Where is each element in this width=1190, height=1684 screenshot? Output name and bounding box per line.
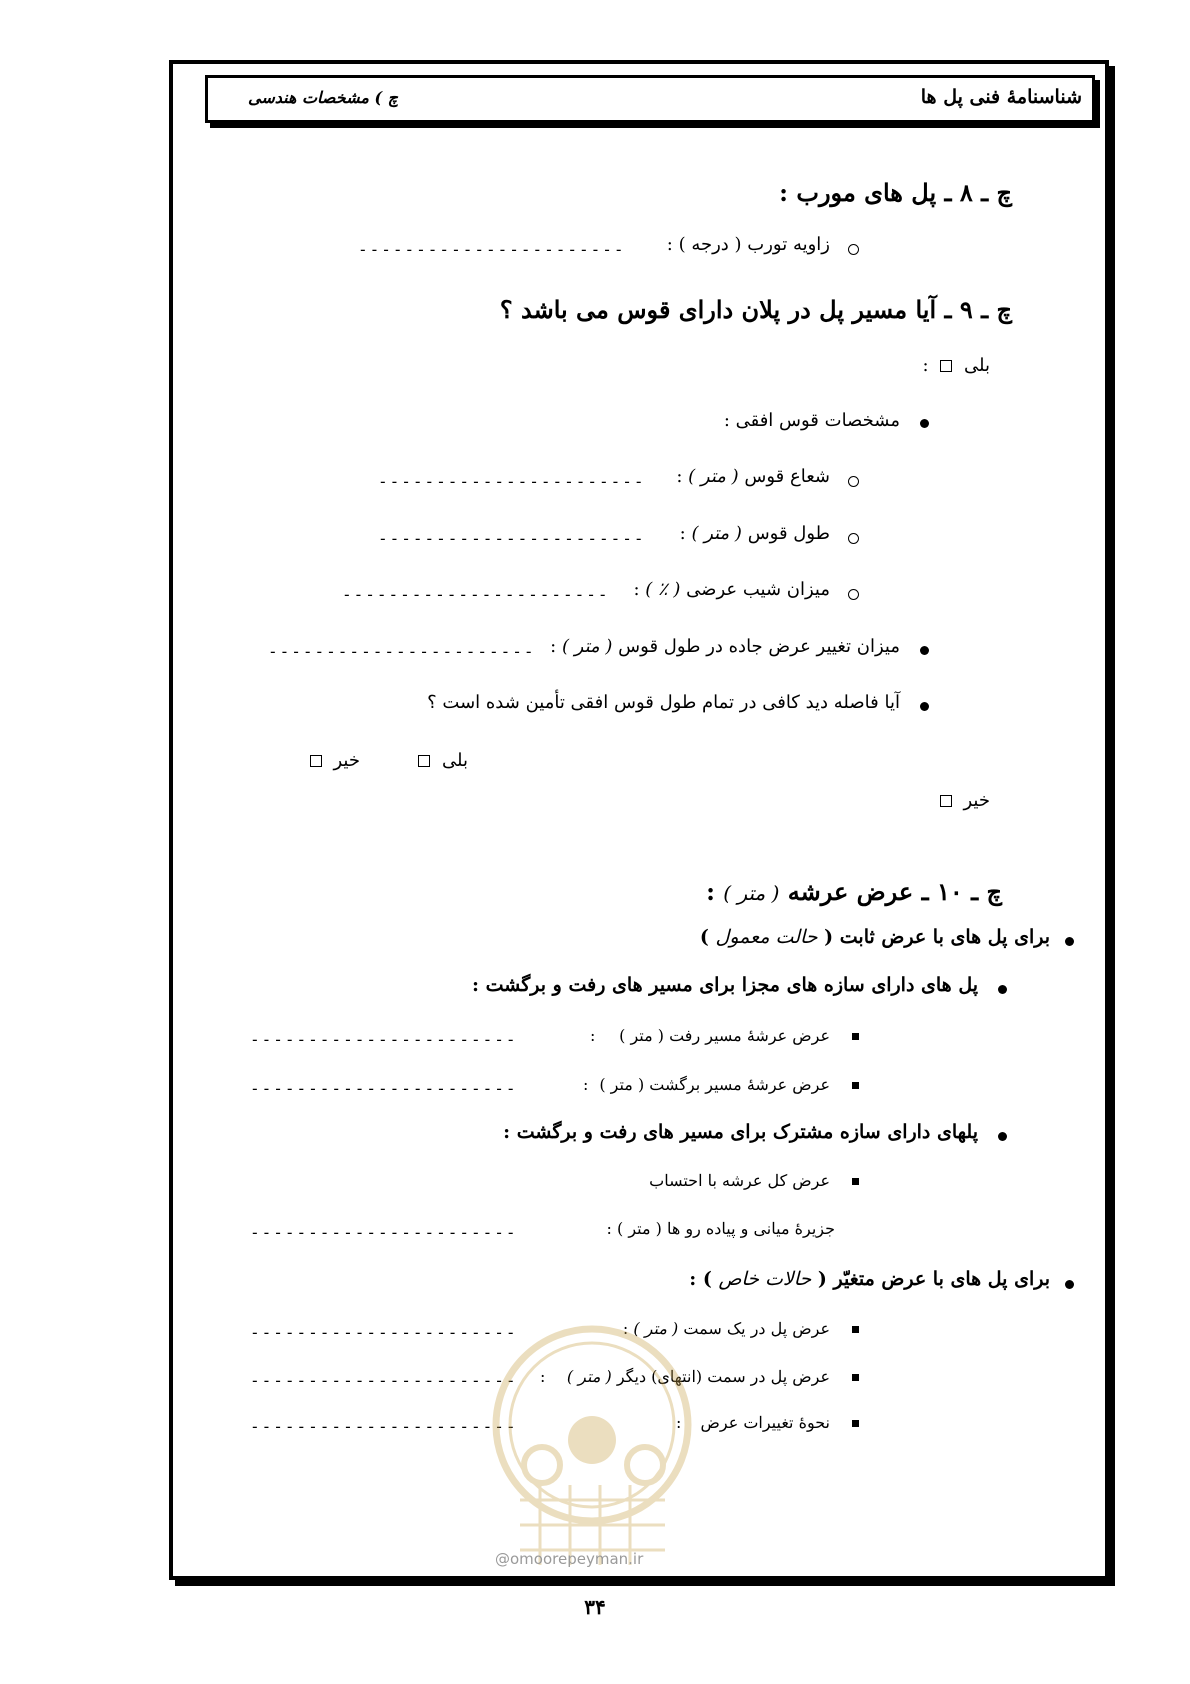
circle-bullet (848, 533, 859, 544)
sight-yes-label: بلی (442, 750, 468, 771)
one-side-unit: ( متر ) (633, 1319, 679, 1338)
slope-field[interactable]: ----------------------- (342, 585, 610, 604)
width-change-unit: ( متر ) (561, 636, 613, 657)
square-bullet (852, 1082, 859, 1089)
sight-no-label: خیر (333, 750, 360, 771)
no-option (934, 790, 990, 811)
angle-label: زاویه تورب ( درجه ) : (666, 234, 830, 255)
section-10-title: چ ـ ۱۰ ـ عرض عرشه (787, 877, 1002, 906)
horizontal-curve-label: مشخصات قوس افقی : (723, 410, 900, 431)
circle-bullet (848, 244, 859, 255)
radius-unit: ( متر ) (688, 466, 739, 487)
watermark-seal (480, 1315, 705, 1575)
one-side-label: عرض پل در یک سمت (683, 1319, 830, 1338)
other-side-field[interactable]: ----------------------- (250, 1371, 518, 1390)
fixed-width-label: برای پل های با عرض ثابت ( (824, 926, 1050, 948)
yes-option (922, 355, 990, 376)
square-bullet (852, 1178, 859, 1185)
return-width-label: عرض عرشۀ مسیر برگشت ( متر ) (599, 1075, 830, 1094)
circle-bullet (848, 589, 859, 600)
return-width-field[interactable]: ----------------------- (250, 1079, 518, 1098)
width-change-field[interactable]: ----------------------- (268, 642, 536, 661)
slope-unit: ( ٪ ) (645, 579, 681, 600)
width-change-label: میزان تغییر عرض جاده در طول قوس (618, 636, 900, 657)
section-9-heading: چ ـ ۹ ـ آیا مسیر پل در پلان دارای قوس می باشد ؟ (499, 295, 1012, 324)
variable-width-note: حالات خاص (718, 1268, 812, 1290)
one-side-colon: : (622, 1319, 629, 1338)
no-checkbox[interactable] (940, 795, 952, 807)
dot-bullet (920, 702, 929, 711)
variable-width-close: ) : (689, 1268, 712, 1290)
page-number: ۳۴ (584, 1595, 606, 1619)
fixed-width-note: حالت معمول (715, 926, 818, 948)
slope-colon: : (633, 579, 640, 600)
go-width-field[interactable]: ----------------------- (250, 1030, 518, 1049)
fixed-width-title (700, 926, 1050, 948)
square-bullet (852, 1420, 859, 1427)
dot-bullet (998, 1132, 1007, 1141)
sight-question: آیا فاصله دید کافی در تمام طول قوس افقی تأمین شده است ؟ (427, 692, 900, 713)
radius-row (676, 466, 830, 487)
sight-no-checkbox[interactable] (310, 755, 322, 767)
section-10-colon: : (706, 877, 715, 906)
slope-label: میزان شیب عرضی (686, 579, 830, 600)
one-side-field[interactable]: ----------------------- (250, 1323, 518, 1342)
square-bullet (852, 1374, 859, 1381)
variable-width-title (689, 1268, 1050, 1290)
section-10-heading (706, 877, 1002, 906)
square-bullet (852, 1033, 859, 1040)
width-change-row (550, 636, 900, 657)
other-side-label: عرض پل در سمت (انتهای) دیگر (616, 1367, 830, 1386)
variable-width-label: برای پل های با عرض متغیّر ( (817, 1268, 1050, 1290)
header-section: چ ) مشخصات هندسی (248, 88, 398, 107)
other-side-unit: ( متر ) (566, 1367, 612, 1386)
header-title: شناسنامۀ فنی پل ها (920, 86, 1082, 108)
slope-row (633, 579, 830, 600)
dot-bullet (1065, 1280, 1074, 1289)
total-width-label-2: جزیرۀ میانی و پیاده رو ها ( متر ) : (606, 1219, 835, 1238)
separate-structures-title: پل های دارای سازه های مجزا برای مسیر های رفت و برگشت : (472, 974, 978, 996)
angle-field[interactable]: ----------------------- (358, 240, 626, 259)
radius-label: شعاع قوس (744, 466, 830, 487)
return-width-colon: : (583, 1075, 589, 1094)
watermark-text: @omoorepeyman.ir (495, 1550, 644, 1568)
yes-colon: : (922, 355, 929, 376)
length-label: طول قوس (747, 523, 830, 544)
other-side-colon: : (540, 1367, 546, 1386)
fixed-width-close: ) (699, 926, 709, 948)
no-label: خیر (963, 790, 990, 811)
radius-field[interactable]: ----------------------- (378, 472, 646, 491)
width-change-colon: : (550, 636, 557, 657)
length-field[interactable]: ----------------------- (378, 529, 646, 548)
dot-bullet (920, 419, 929, 428)
square-bullet (852, 1326, 859, 1333)
length-colon: : (679, 523, 686, 544)
section-8-heading: چ ـ ۸ ـ پل های مورب : (779, 178, 1012, 207)
total-width-field[interactable]: ----------------------- (250, 1223, 518, 1242)
sight-no-option (304, 750, 360, 771)
dot-bullet (920, 646, 929, 655)
go-width-label: عرض عرشۀ مسیر رفت ( متر ) (619, 1026, 830, 1045)
length-row (680, 523, 830, 544)
dot-bullet (998, 985, 1007, 994)
variation-label: نحوۀ تغییرات عرض (700, 1413, 830, 1432)
yes-checkbox[interactable] (940, 360, 952, 372)
sight-yes-checkbox[interactable] (418, 755, 430, 767)
radius-colon: : (676, 466, 683, 487)
circle-bullet (848, 476, 859, 487)
total-width-label-1: عرض کل عرشه با احتساب (649, 1171, 830, 1190)
page-header (205, 75, 1095, 123)
variation-colon: : (676, 1413, 682, 1432)
section-10-unit: ( متر ) (723, 881, 780, 905)
shared-structure-title: پلهای دارای سازه مشترک برای مسیر های رفت و برگشت : (503, 1121, 978, 1143)
variation-field[interactable]: ----------------------- (250, 1417, 518, 1436)
yes-label: بلی (964, 355, 990, 376)
length-unit: ( متر ) (691, 523, 742, 544)
sight-yes-option (412, 750, 468, 771)
go-width-colon: : (590, 1026, 596, 1045)
dot-bullet (1065, 937, 1074, 946)
